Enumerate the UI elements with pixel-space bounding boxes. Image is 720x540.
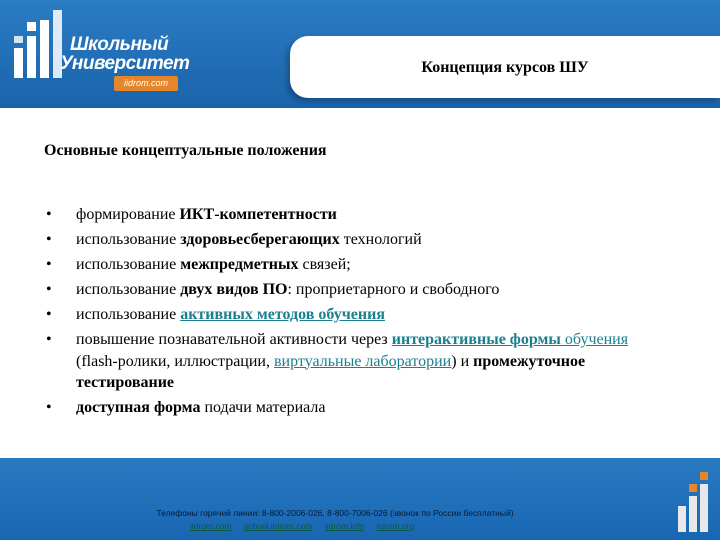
bullet-text: (flash-ролики, иллюстрации, xyxy=(76,352,274,370)
bullet-bold-text: здоровьесберегающих xyxy=(180,231,340,248)
bullet-bold-text: двух видов ПО xyxy=(180,281,288,298)
footer-link[interactable]: iidrom.org xyxy=(376,521,415,531)
list-item xyxy=(44,204,654,226)
interactive-forms-link[interactable]: интерактивные формы xyxy=(391,331,561,348)
footer-links xyxy=(190,521,424,531)
hotline-phones: Телефоны горячей линии: 8-800-2006-026, 8-800-7006-026 (звонок по России бесплатный) xyxy=(156,508,514,518)
footer-link[interactable]: school.iidrom.com xyxy=(243,521,313,531)
virtual-labs-link[interactable]: виртуальные лаборатории xyxy=(274,352,452,370)
footer-band xyxy=(0,458,720,540)
bullet-bold-text: промежуточное тестирование xyxy=(76,352,586,391)
school-university-logo[interactable] xyxy=(10,4,210,100)
bullet-bold-text: межпредметных xyxy=(180,256,299,273)
section-subtitle: Основные концептуальные положения xyxy=(44,142,327,159)
list-item xyxy=(44,254,654,276)
footer-link[interactable]: iidrom.info xyxy=(324,521,365,531)
bullet-text: использование xyxy=(76,306,181,323)
logo-site-label: iidrom.com xyxy=(114,76,178,91)
bullet-text: : проприетарного и свободного xyxy=(287,281,500,298)
bullet-text: повышение познавательной активности через xyxy=(76,331,392,348)
bullet-text: формирование xyxy=(76,206,180,223)
list-item xyxy=(44,304,654,326)
learning-link[interactable]: обучения xyxy=(560,331,629,348)
header-band xyxy=(0,0,720,108)
bullet-text: ) и xyxy=(451,352,474,370)
slide-title: Концепция курсов ШУ xyxy=(421,59,589,76)
bullet-text: использование xyxy=(76,231,181,248)
footer-link[interactable]: iidrom.com xyxy=(190,521,232,531)
logo-line2: Университет xyxy=(60,53,190,74)
logo-line1: Школьный xyxy=(70,34,169,55)
list-item xyxy=(44,229,654,251)
list-item xyxy=(44,397,654,419)
list-item xyxy=(44,329,654,394)
bullet-text: использование xyxy=(76,281,181,298)
list-item xyxy=(44,279,654,301)
corner-logo-icon xyxy=(676,470,712,534)
bullet-bold-text: ИКТ-компетентности xyxy=(179,206,337,223)
slide-title-box xyxy=(290,36,720,98)
slide-content xyxy=(0,108,720,458)
active-methods-link[interactable]: активных методов обучения xyxy=(180,306,385,323)
logo-mark-icon xyxy=(10,8,70,88)
bullet-text: использование xyxy=(76,256,181,273)
bullet-text: технологий xyxy=(339,231,422,248)
bullet-bold-text: доступная форма xyxy=(76,399,201,416)
concept-bullet-list xyxy=(44,204,654,422)
bullet-text: связей; xyxy=(298,256,351,273)
bullet-text: подачи материала xyxy=(200,399,326,416)
